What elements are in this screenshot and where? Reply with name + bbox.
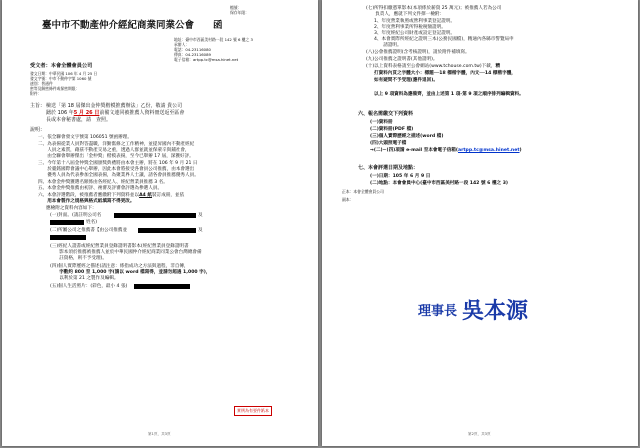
email-instruction-end: ) (519, 148, 522, 153)
section-6-item: (一)資料冊 (370, 120, 393, 125)
document-page-1 (2, 0, 318, 446)
section-7-title: 七、本會評選日期及地點： (358, 165, 419, 171)
item-7-line: 負責人，應就下列文件擇一檢附： (366, 12, 445, 17)
sub-item-3: 註資格，則不予受理)。 (50, 256, 107, 261)
redaction-bar (50, 220, 84, 225)
subject-line-2 (46, 111, 184, 117)
signature-name: 吳本源 (462, 298, 529, 324)
copy-recipient: 副本： (342, 197, 354, 202)
explanation-item: 於臺銘國際會議中心舉辦，因此本會將接受各會員公司推薦，由本會選出 (38, 167, 195, 172)
explanation-item: 優秀人員為代表參加全國表揚，為聚業界人士讓，請各會員推薦優秀人員。 (38, 173, 199, 178)
subject-label: 主旨： (30, 103, 46, 109)
item-7-line: 4、本會實際所經紀之證明三本(公務民國檔)，精通內各縣市警覽局申 (374, 37, 514, 42)
item-7-line: (七)所得扣繳憑單影本(本項係於薪資 25 萬元)；被推薦人若為公司 (366, 6, 502, 11)
section-6-item: (三)個人實際歷經之描述(word 檔) (370, 134, 444, 139)
recipient-line: 受文者：本會全體會員公司 (30, 63, 93, 69)
retention-label: 保存年限： (230, 10, 249, 15)
sub-item-4: 字數約 800 至 1,000 字(請以 word 檔寫得，並請勿超過 1,000 字)， (50, 270, 211, 275)
speed-line: 速別：普通件 (30, 81, 53, 86)
item-10-tail: 精 (495, 64, 501, 69)
item-6-a4: A4 紙 (139, 193, 153, 198)
email-instruction: →(二)~(四)項請 e-mail 至本會電子信箱( (370, 148, 458, 153)
section-6-email-line (370, 148, 522, 154)
subject-line-3: 長或本會秘書處，請 查照。 (46, 117, 112, 123)
item-7-line: 2、年度營利事業所得稅稅額證明。 (374, 25, 446, 30)
sub-item-3: (三)經紀人證書或經紀營業員登錄證明書影本(經紀營業員登錄證明書 (50, 244, 189, 249)
contact-person: 承辦人： (174, 42, 190, 47)
page-footer: 第1頁，共3頁 (148, 432, 171, 436)
explanation-item: 五、本會金仲獎推薦由初評、複審及評審會評選為參選人員。 (38, 186, 163, 191)
fax-line: 傳真：04-23116089 (174, 52, 211, 57)
email-line: 電子信箱：artpp.tc@msa.hinet.net (174, 57, 239, 62)
sub-item-1-tail: 及 (198, 213, 203, 218)
sub-item-2-tail: 及 (198, 228, 203, 233)
explanation-item: 由全聯會舉辦傑出「金仲獎」楷模表揚，至今已舉辦 17 屆，深獲好評。 (38, 154, 194, 159)
subject-line-1: 檢送「第 18 屆傑出金仲獎楷模推薦辦法」乙份，敬請 貴公司 (46, 103, 183, 109)
item-10-text: (十)以上資料表格請至公會網站(www.tchouse.com.tw)下載， (366, 64, 496, 69)
section-6-item: (四)大頭照電子檔 (370, 141, 407, 146)
section-7-place: (二)地點：本會會員中心(臺中市西區美村路一段 142 號 6 樓之 3) (370, 181, 509, 186)
bold-note: 以上 9 項資料為應備齊，並由上述第 1 項-第 9 項之順序排列編輯資料。 (374, 92, 524, 97)
item-8-line: (八)公會推薦證明(含考核證明)，請於附件補填寫。 (366, 50, 470, 55)
sub-item-1: (一)封面。(請註明公司名 (50, 213, 102, 218)
redaction-bar (134, 284, 190, 289)
address-line: 地址：臺中市西區美村路一段 142 號 6 樓之 3 (174, 37, 253, 42)
sub-item-4: (四)個人實際歷經之描述(請注意：係指成功之方法與過程，非自傳， (50, 264, 189, 269)
letter-title: 臺中市不動產仲介經紀商業同業公會 函 (42, 20, 223, 31)
doc-number-label: 檔號： (230, 5, 242, 10)
explanation-item: 二、為表揚從業人員對答盡職，洋勤奮修之工作精神，並提昇國內不動產經紀 (38, 142, 195, 147)
main-recipient: 正本：本會全體會員公司 (342, 189, 384, 194)
explanation-label: 說明： (30, 127, 46, 133)
confidentiality-line: 密等及解密條件或保密期限： (30, 86, 80, 91)
item-10-line (366, 64, 500, 70)
section-7-date: (一)日期：105 年 6 月 9 日 (370, 174, 431, 179)
item-10-line: 打資料內頁之字體大小：標題──18 標楷字體，內文──14 標楷字體， (374, 71, 516, 76)
subject-line-2-end: 前備文連同被推薦人資料冊送返至區會 (99, 110, 185, 116)
issue-date: 發文日期：中華民國 106 年 4 月 25 日 (30, 71, 98, 76)
page-footer: 第2頁，共3頁 (468, 432, 491, 436)
explanation-item-6-rule: 用本會製作之規格與格式紙填寫不得更改。 (38, 199, 135, 204)
explanation-item: 三、今年第十八屆金仲獎全國頒獎典禮將由本會主辦，將在 106 年 9 月 21 日 (38, 161, 198, 166)
item-10-line: 如有疑問不予受理(應件退回)。 (374, 78, 438, 83)
sub-item-3: 影本須於推薦被推薦人並於中華民國仲介經紀商業同業公會台灣總會備 (50, 250, 202, 255)
item-7-line: 3、年度經紀公司財產或設定登記證明。 (374, 31, 456, 36)
sub-item-5: (五)個人生活照片：(彩色，最小 4 張) (50, 284, 128, 289)
document-page-2 (322, 0, 638, 446)
issue-number: 發文字號：中市不動仲字第 1060 號 (30, 76, 92, 81)
explanation-item: 四、本會金仲獎獲選名額係由各經紀人、經紀營業員推薦 3 名。 (38, 180, 168, 185)
subject-deadline: 5 月 26 日 (73, 110, 100, 116)
item-7-line: 請證明。 (374, 43, 402, 48)
subject-line-2-start: 踴於 106 年 (46, 110, 74, 116)
redaction-bar (50, 235, 86, 240)
explanation-item: 一、依全聯會發文字號第 106051 號函辦理。 (38, 135, 132, 140)
redaction-bar (138, 228, 196, 233)
sub-item-2: (二)所屬公司之推薦書【由公司推薦並 (50, 228, 128, 233)
signature-title: 理事長 (418, 304, 458, 319)
explanation-item: 人員之素質，藉茲不動產交易之重，透過人群並就並保蒙辛與鋪社會， (38, 148, 190, 153)
sub-item-4: 以利於第 21 之製作及編輯。 (50, 276, 119, 281)
section-6-item: (二)資料冊(PDF 檔) (370, 127, 414, 132)
item-7-line: 1、年度營業執照或營利事業登記證明。 (374, 19, 456, 24)
list-intro: 應檢附之資料內容如下： (46, 206, 97, 211)
red-stamp: 實例為有要件紙本 (234, 406, 272, 416)
redaction-bar (114, 213, 196, 218)
item-9-line: (九)公司推薦之證明書(其他證明)。 (366, 57, 438, 62)
phone-line: 電話：04-23116080 (174, 47, 211, 52)
item-6-tail: 裝訂成冊，並依 (152, 193, 185, 198)
attachments-line: 附件： (30, 91, 42, 96)
item-6-text: 六、本會評選階段，被推薦者應繳附下列資料並以 (38, 193, 140, 198)
explanation-item-6 (38, 193, 184, 199)
email-link[interactable]: artpp.tc@msa.hinet.net (458, 148, 520, 153)
sub-item-1-name: 姓名) (86, 220, 97, 225)
section-6-title: 六、報名需繳交下列資料 (358, 111, 414, 117)
